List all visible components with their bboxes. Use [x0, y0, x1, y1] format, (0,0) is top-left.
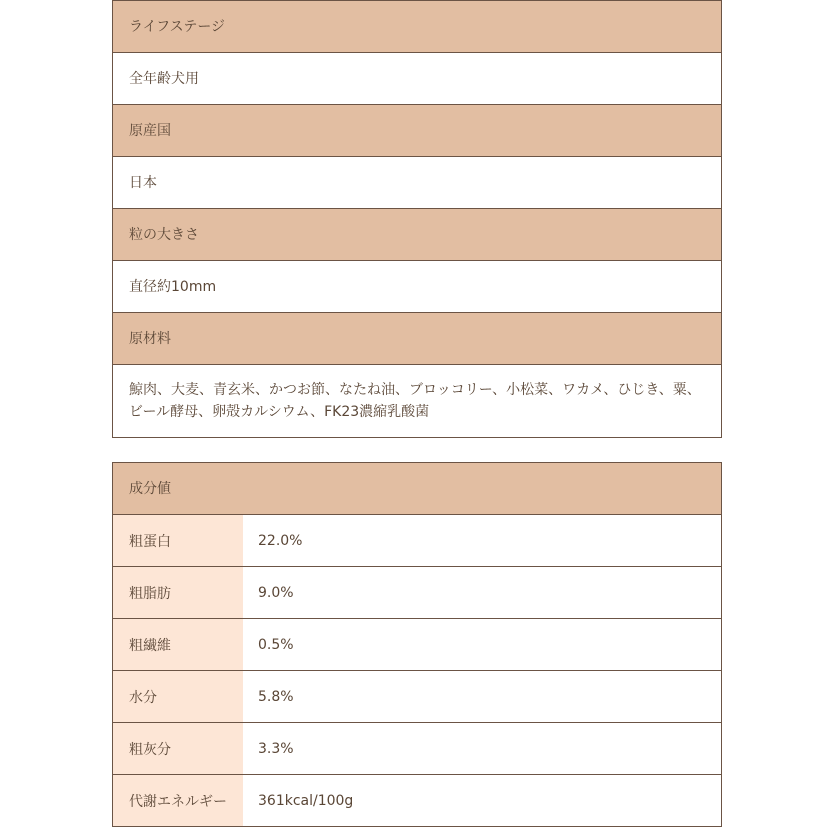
kibble-size-value: 直径約10mm	[129, 278, 217, 295]
ingredients-header	[113, 313, 721, 365]
ingredients-label: 原材料	[129, 330, 171, 347]
nutrition-row-energy	[113, 775, 721, 827]
nutrient-value: 0.5%	[243, 619, 721, 670]
nutrient-value: 5.8%	[243, 671, 721, 722]
nutrient-label: 代謝エネルギー	[113, 775, 243, 826]
nutrient-label: 粗脂肪	[113, 567, 243, 618]
nutrient-value: 361kcal/100g	[243, 775, 721, 826]
nutrition-row-ash	[113, 723, 721, 775]
nutrition-row-fiber	[113, 619, 721, 671]
nutrition-row-fat	[113, 567, 721, 619]
nutrient-value: 22.0%	[243, 515, 721, 566]
nutrient-label: 粗繊維	[113, 619, 243, 670]
nutrition-header	[113, 463, 721, 515]
nutrition-table	[112, 462, 722, 827]
nutrition-title: 成分値	[129, 480, 171, 497]
life-stage-header	[113, 1, 721, 53]
nutrition-row-moisture	[113, 671, 721, 723]
life-stage-label: ライフステージ	[129, 18, 226, 35]
origin-label: 原産国	[129, 122, 171, 139]
origin-header	[113, 105, 721, 157]
nutrient-value: 3.3%	[243, 723, 721, 774]
life-stage-row	[113, 53, 721, 105]
nutrition-row-protein	[113, 515, 721, 567]
ingredients-line-2: ビール酵母、卵殻カルシウム、FK23濃縮乳酸菌	[129, 404, 430, 420]
kibble-size-label: 粒の大きさ	[129, 226, 199, 243]
nutrient-label: 粗蛋白	[113, 515, 243, 566]
ingredients-row	[113, 365, 721, 438]
origin-value: 日本	[129, 174, 157, 191]
kibble-size-row	[113, 261, 721, 313]
nutrient-label: 粗灰分	[113, 723, 243, 774]
origin-row	[113, 157, 721, 209]
ingredients-value	[113, 379, 717, 423]
life-stage-value: 全年齢犬用	[129, 70, 199, 87]
kibble-size-header	[113, 209, 721, 261]
ingredients-line-1: 鯨肉、大麦、青玄米、かつお節、なたね油、ブロッコリー、小松菜、ワカメ、ひじき、粟、	[129, 382, 701, 398]
nutrient-value: 9.0%	[243, 567, 721, 618]
nutrient-label: 水分	[113, 671, 243, 722]
product-info-table	[112, 0, 722, 438]
